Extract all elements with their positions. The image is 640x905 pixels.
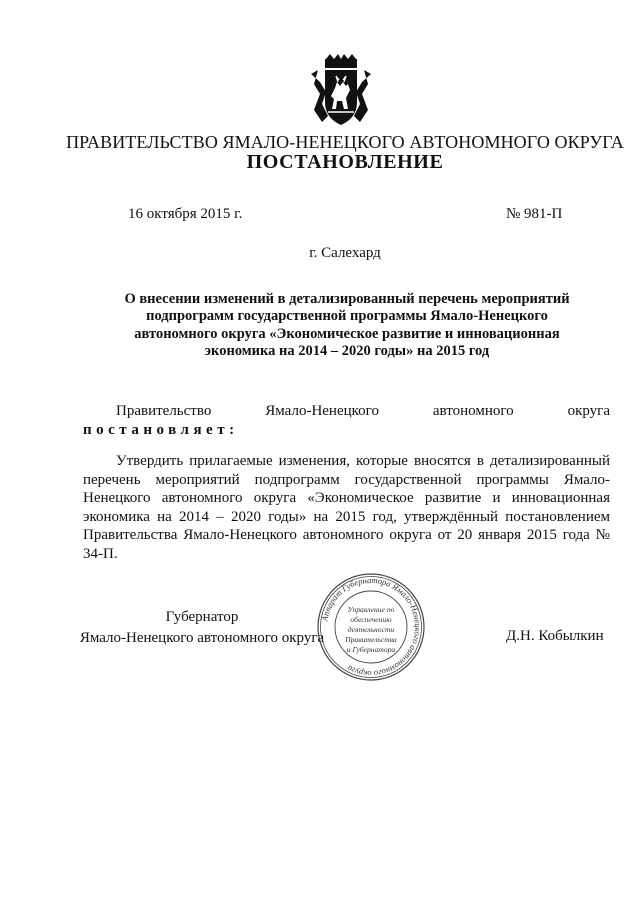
- preamble-word: округа: [567, 403, 610, 419]
- preamble-word: Правительство: [116, 403, 212, 419]
- signer-title-line: Губернатор: [165, 609, 239, 625]
- seal-ring-text: Аппарат Губернатора Ямало-Ненецкого автономного округа: [319, 574, 424, 680]
- signer-title-line: Ямало-Ненецкого автономного округа: [79, 630, 325, 646]
- signer-title: [77, 607, 327, 649]
- seal-line: Управление по: [347, 605, 395, 614]
- preamble-decree: постановляет:: [83, 422, 239, 438]
- seal-line: обеспечению: [350, 615, 392, 624]
- official-seal: [316, 572, 426, 682]
- coat-of-arms-icon: [304, 54, 378, 128]
- seal-line: Правительства: [345, 635, 397, 644]
- document-type: ПОСТАНОВЛЕНИЕ: [246, 151, 444, 173]
- body-paragraph: Утвердить прилагаемые изменения, которые вносятся в детализированный перечень мероприятий подпрограмм государственной программы Ямало-Ненецкого автономного округа «Экономическое развитие и инновационная экономика на 2014 – 2020 годы» на 2015 год, утверждённый постановлением Правительства Ямало-Ненецкого автономного округа от 20 января 2015 года № 34-П.: [83, 453, 610, 562]
- preamble: [83, 402, 610, 440]
- seal-line: и Губернатора: [346, 645, 396, 654]
- document-date: 16 октября 2015 г.: [128, 206, 243, 222]
- signer-name: Д.Н. Кобылкин: [506, 628, 604, 644]
- seal-line: деятельности: [347, 625, 395, 634]
- document-number: № 981-П: [506, 206, 563, 222]
- document-subject: О внесении изменений в детализированный перечень мероприятий подпрограмм государственной программы Ямало-Ненецкого автономного округа «Экономическое развитие и инновационная экономика на 2014 – 2020 годы» на 2015 год: [124, 291, 570, 359]
- preamble-word: автономного: [432, 403, 514, 419]
- preamble-word: Ямало-Ненецкого: [265, 403, 379, 419]
- government-name: ПРАВИТЕЛЬСТВО ЯМАЛО-НЕНЕЦКОГО АВТОНОМНОГО ОКРУГА: [66, 132, 624, 152]
- document-city: г. Салехард: [309, 245, 381, 261]
